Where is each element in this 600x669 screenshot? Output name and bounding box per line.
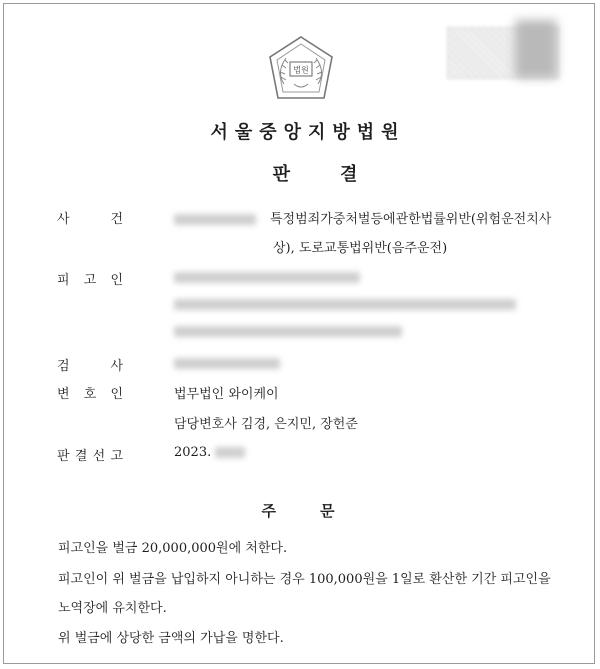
defendant-redacted-3 (174, 324, 402, 339)
counsel-label: 변 호 인 (57, 387, 123, 402)
order-line-4: 위 벌금에 상당한 금액의 가납을 명한다. (58, 631, 284, 646)
order-line-3: 노역장에 유치한다. (58, 601, 167, 616)
case-label: 사 건 (57, 212, 123, 227)
sentence-date-label: 판 결 선 고 (57, 449, 123, 464)
court-seal-icon (264, 34, 338, 108)
case-value: 특정범죄가중처벌등에관한법률위반(위험운전치사 (174, 208, 551, 227)
order-line-1: 피고인을 벌금 20,000,000원에 처한다. (58, 541, 288, 556)
court-name: 서울중앙지방법원 (210, 122, 406, 143)
seal-label: 법원 (293, 65, 309, 75)
prosecutor-label: 검 사 (57, 359, 123, 374)
defendant-label: 피 고 인 (57, 273, 123, 288)
order-heading: 주문 (261, 502, 379, 520)
counsel-attorneys: 담당변호사 김경, 은지민, 장헌준 (174, 417, 358, 432)
case-value-line2: 상), 도로교통법위반(음주운전) (273, 241, 448, 256)
defendant-redacted-1 (174, 270, 360, 285)
counsel-firm: 법무법인 와이케이 (174, 387, 279, 402)
redacted-case-number (174, 214, 256, 225)
sentence-date-value: 2023. (174, 445, 245, 460)
prosecutor-redacted (174, 356, 280, 371)
document-title: 판결 (272, 164, 408, 185)
order-line-2: 피고인이 위 벌금을 납입하지 아니하는 경우 100,000원을 1일로 환산한 기간 피고인을 (58, 572, 551, 587)
defendant-redacted-2 (174, 297, 516, 312)
redacted-stamp-mark (515, 20, 557, 78)
